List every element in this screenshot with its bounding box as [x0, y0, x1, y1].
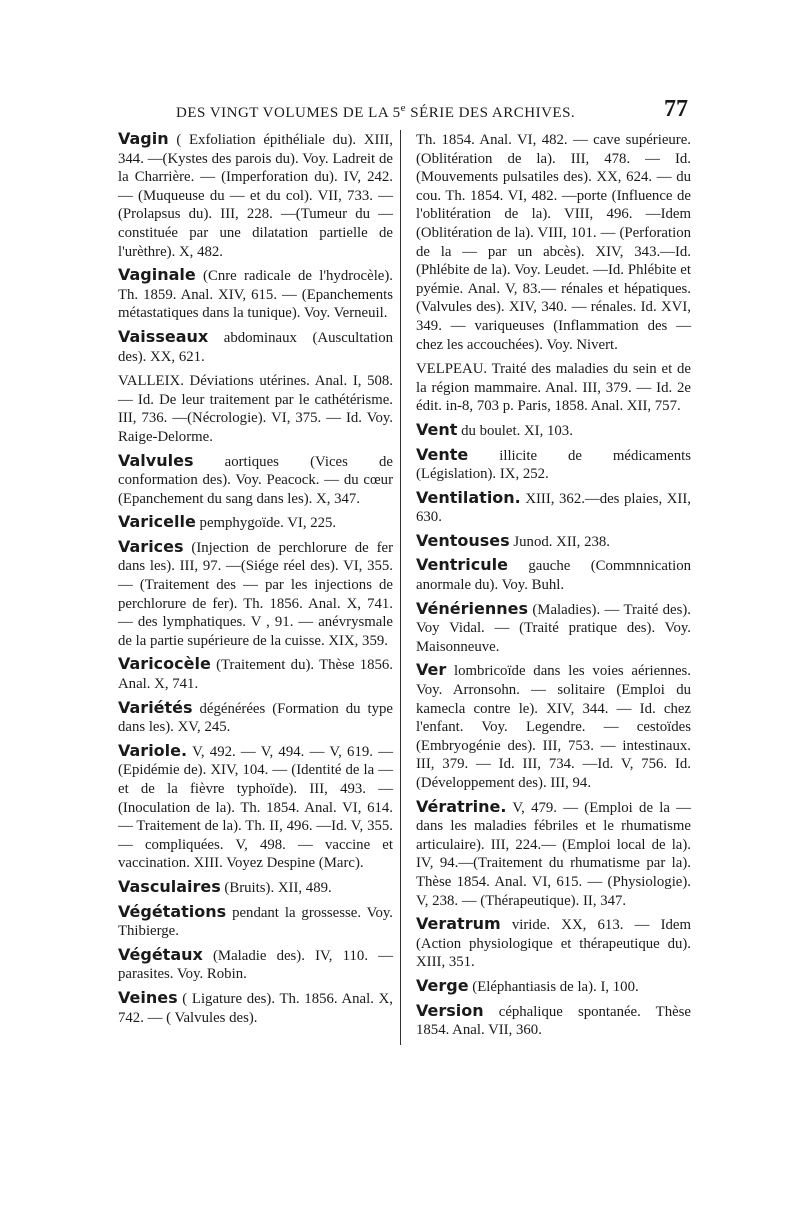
- entry-text: V, 479. — (Emploi de la — dans les maladies fébriles et le rhumatisme articulaire). III, 224.— (Emploi local de la). IV, 94.—(Traitement du rhumatisme par la). Thèse 1854. Anal. VI, 615. — (Physiologie). V, 238. — (Thérapeutique). II, 347.: [416, 799, 691, 909]
- entry-text: ( Ligature des). Th. 1856. Anal. X, 742. — ( Valvules des).: [118, 990, 393, 1026]
- entry-headword: Veratrum: [416, 914, 501, 934]
- entry-text: dégénérées (Formation du type dans les). XV, 245.: [118, 700, 393, 736]
- entry-text: VALLEIX. Déviations utérines. Anal. I, 508. — Id. De leur traitement par le cathétérisme. III, 736. —(Nécrologie). VI, 375. — Id. Voy. Raige-Delorme.: [118, 373, 393, 445]
- entry-headword: Ventilation.: [416, 487, 521, 507]
- index-entry: [416, 359, 691, 416]
- entry-headword: Vasculaires: [118, 876, 221, 896]
- index-entry: [118, 538, 393, 651]
- index-entry: [118, 989, 393, 1027]
- index-entry: [118, 513, 393, 533]
- entry-headword: Vente: [416, 444, 469, 464]
- entry-headword: Vératrine.: [416, 796, 507, 816]
- entry-text: gauche (Commnnication anormale du). Voy. Buhl.: [416, 558, 691, 594]
- running-title: [176, 102, 575, 122]
- index-entry: [416, 977, 691, 997]
- entry-text: du boulet. XI, 103.: [457, 422, 573, 439]
- index-entry: [416, 489, 691, 527]
- entry-text: aortiques (Vices de conformation des). Voy. Peacock. — du cœur (Epanchement du sang dans les). X, 347.: [118, 453, 393, 507]
- index-entry: [118, 328, 393, 366]
- entry-text: (Maladies). — Traité des). Voy Vidal. — (Traité pratique des). Voy. Maisonneuve.: [416, 601, 691, 655]
- entry-headword: Vent: [416, 419, 458, 439]
- entry-headword: Verge: [416, 975, 469, 995]
- entry-text: V, 492. — V, 494. — V, 619. — (Epidémie de). XIV, 104. — (Identité de la — et de la fièvre typhoïde). III, 493. —(Inoculation de la). Th. 1854. Anal. VI, 614.— Traitement de la). Th. II, 496. —Id. V, 355. — compliquées. V, 498. — vaccine et vaccination. XIII. Voyez Despine (Marc).: [118, 743, 393, 872]
- index-entry: [416, 130, 691, 354]
- index-entry: [416, 421, 691, 441]
- entry-headword: Variétés: [118, 697, 193, 717]
- index-entry: [118, 699, 393, 737]
- index-entry: [416, 798, 691, 911]
- entry-text: (Cnre radicale de l'hydrocèle). Th. 1859. Anal. XIV, 615. — (Epanchements métastatiques dans la tunique). Voy. Verneuil.: [118, 268, 393, 322]
- column-divider: [400, 130, 401, 1045]
- entry-text: illicite de médicaments (Législation). IX, 252.: [416, 447, 691, 483]
- entry-headword: Végétaux: [118, 944, 203, 964]
- index-entry: [416, 661, 691, 792]
- entry-headword: Varicocèle: [118, 654, 211, 674]
- index-entry: [416, 446, 691, 484]
- index-entry: [416, 600, 691, 657]
- entry-text: (Maladie des). IV, 110. — parasites. Voy. Robin.: [118, 947, 393, 983]
- entry-text: (Traitement du). Thèse 1856. Anal. X, 741.: [118, 657, 393, 693]
- index-entry: [416, 915, 691, 972]
- entry-text: céphalique spontanée. Thèse 1854. Anal. VII, 360.: [416, 1003, 691, 1039]
- entry-text: lombricoïde dans les voies aériennes. Voy. Arronsohn. — solitaire (Emploi du kamecla contre le). XIV, 344. — Id. chez l'enfant. Voy. Legendre. — cestoïdes (Embryogénie des). III, 753. — intestinaux. III, 379. — Id. III, 734. —Id. V, 756. Id. (Développement des). III, 94.: [416, 663, 691, 791]
- entry-text: pendant la grossesse. Voy. Thibierge.: [118, 904, 393, 940]
- entry-headword: Variole.: [118, 740, 188, 760]
- index-entry: [416, 556, 691, 594]
- page-number: 77: [664, 96, 688, 122]
- entry-headword: Valvules: [118, 450, 194, 470]
- entry-headword: Ventouses: [416, 530, 510, 550]
- index-entry: [118, 946, 393, 984]
- index-entry: [416, 532, 691, 552]
- entry-headword: Varicelle: [118, 512, 196, 532]
- entry-headword: Ver: [416, 660, 447, 680]
- entry-text: (Injection de perchlorure de fer dans les). III, 97. —(Siége réel des). VI, 355. — (Traitement des — par les injections de perchlorure de fer). Th. 1856. Anal. X, 741. — des lymphatiques. V , 91. — anévrysmale de la partie supérieure de la cuisse. XIX, 359.: [118, 539, 393, 649]
- entry-headword: Ventricule: [416, 555, 508, 575]
- entry-text: abdominaux (Auscultation des). XX, 621.: [118, 329, 393, 365]
- entry-text: ( Exfoliation épithéliale du). XIII, 344. —(Kystes des parois du). Voy. Ladreit de la Charrière. — (Imperforation du). IV, 242.— (Muqueuse du — et du col). VII, 733. — (Prolapsus du). III, 228. —(Tumeur du — constituée par une dilatation partielle de l'urèthre). X, 482.: [118, 132, 393, 260]
- index-entry: [118, 452, 393, 509]
- index-entry: [118, 878, 393, 898]
- title-part: SÉRIE DES ARCHIVES.: [406, 105, 576, 121]
- index-entry: [118, 371, 393, 446]
- index-entry: [118, 903, 393, 941]
- index-entry: [118, 655, 393, 693]
- entry-headword: Vaginale: [118, 265, 196, 285]
- right-column: [416, 130, 691, 1045]
- title-series-number: 5: [392, 105, 401, 121]
- running-header: [118, 96, 688, 126]
- entry-text: (Eléphantiasis de la). I, 100.: [468, 978, 639, 995]
- index-entry: [118, 742, 393, 873]
- entry-text: pemphygoïde. VI, 225.: [195, 515, 337, 532]
- entry-headword: Version: [416, 1000, 484, 1020]
- left-column: [118, 130, 393, 1032]
- entry-text: viride. XX, 613. — Idem (Action physiologique et thérapeutique du). XIII, 351.: [416, 917, 691, 971]
- entry-text: XIII, 362.—des plaies, XII, 630.: [416, 490, 691, 526]
- index-entry: [118, 266, 393, 323]
- entry-headword: Veines: [118, 987, 178, 1007]
- index-entry: [118, 130, 393, 261]
- entry-text: Th. 1854. Anal. VI, 482. — cave supérieure. (Oblitération de la). III, 478. — Id. (Mouvements pulsatiles des). XX, 624. — du cou. Th. 1854. VI, 482. —porte (Influence de l'oblitération de la). VIII, 496. —Idem (Oblitération de la). VIII, 101. — (Perforation de la — par un abcès). XIV, 343.—Id. (Phlébite de la). Voy. Leudet. —Id. Phlébite et pyémie. Anal. V, 83.— rénales et hépatiques. (Valvules des). XIV, 340. — rénales. Id. XVI, 349. — variqueuses (Inflammation des — chez les accouchées). Voy. Nivert.: [416, 132, 691, 353]
- title-part: DES VINGT VOLUMES DE LA: [176, 105, 393, 121]
- entry-text: VELPEAU. Traité des maladies du sein et de la région mammaire. Anal. III, 379. — Id. 2e édit. in-8, 703 p. Paris, 1858. Anal. XII, 757.: [416, 361, 691, 415]
- entry-headword: Vagin: [118, 129, 169, 148]
- entry-headword: Varices: [118, 536, 184, 556]
- index-entry: [416, 1002, 691, 1040]
- title-superscript: e: [400, 102, 406, 114]
- entry-headword: Vaisseaux: [118, 326, 209, 346]
- entry-text: (Bruits). XII, 489.: [220, 879, 332, 896]
- entry-headword: Vénériennes: [416, 598, 528, 618]
- entry-headword: Végétations: [118, 901, 227, 921]
- entry-text: Junod. XII, 238.: [509, 533, 610, 550]
